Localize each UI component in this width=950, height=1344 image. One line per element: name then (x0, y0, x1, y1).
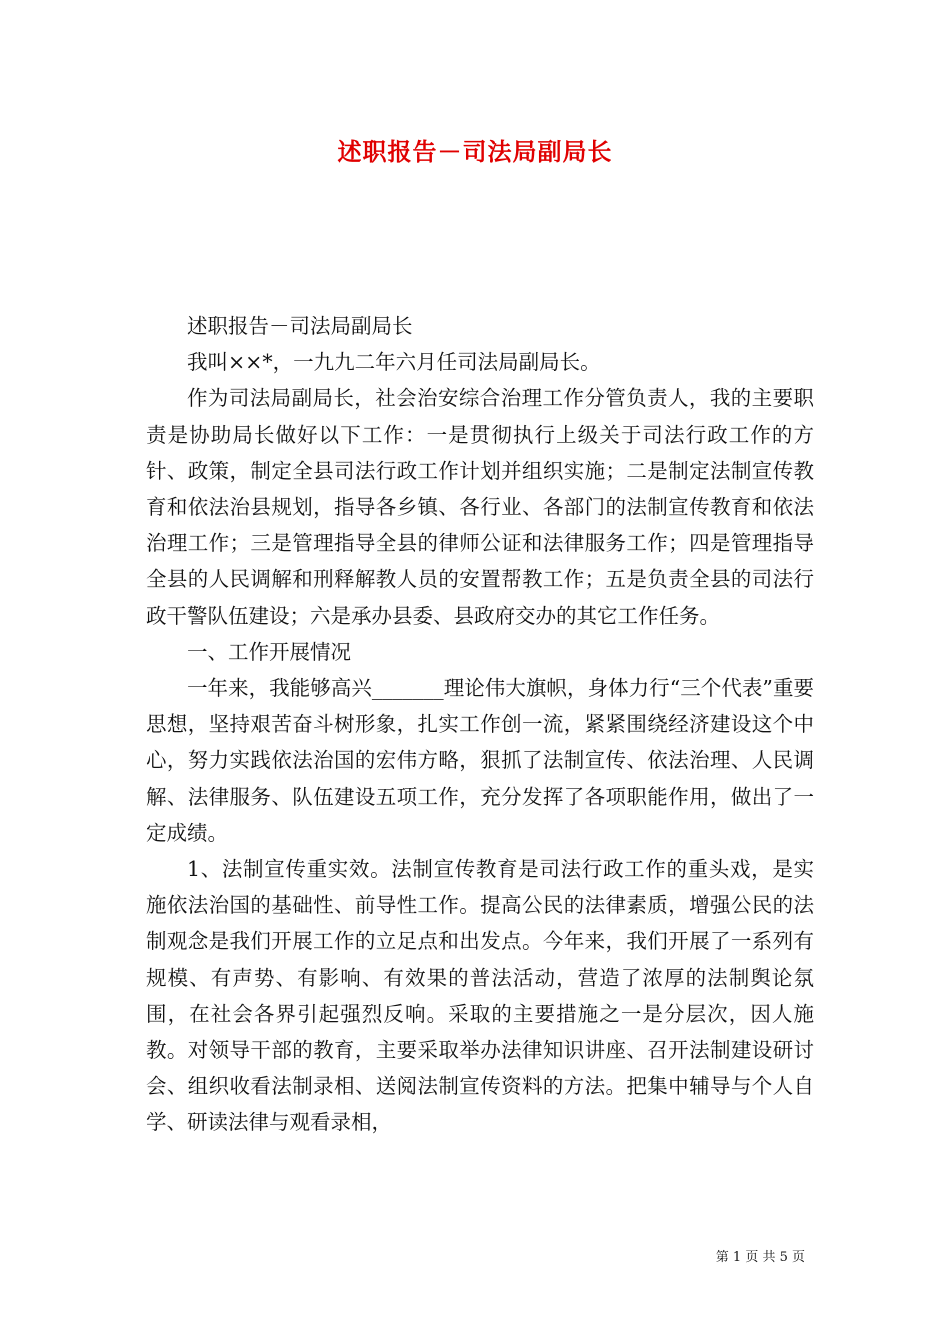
paragraph-summary: 一年来，我能够高兴_______理论伟大旗帜，身体力行“三个代表”重要思想，坚持艰苦奋斗树形象，扎实工作创一流，紧紧围绕经济建设这个中心，努力实践依法治国的宏伟方略，狠抓了法制宣传、依法治理、人民调解、法律服务、队伍建设五项工作，充分发挥了各项职能作用，做出了一定成绩。 (146, 676, 814, 845)
page-number: 第 1 页 共 5 页 (715, 1250, 805, 1265)
paragraph-intro: 我叫××*，一九九二年六月任司法局副局长。 (187, 350, 601, 375)
paragraph-duties: 作为司法局副局长，社会治安综合治理工作分管负责人，我的主要职责是协助局长做好以下工作：一是贯彻执行上级关于司法行政工作的方针、政策，制定全县司法行政工作计划并组织实施；二是制定法制宣传教育和依法治县规划，指导各乡镇、各行业、各部门的法制宣传教育和依法治理工作；三是管理指导全县的律师公证和法律服务工作；四是管理指导全县的人民调解和刑释解教人员的安置帮教工作；五是负责全县的司法行政干警队伍建设；六是承办县委、县政府交办的其它工作任务。 (146, 386, 814, 628)
paragraph-heading-repeat: 述职报告－司法局副局长 (187, 314, 413, 338)
page-title: 述职报告－司法局副局长 (337, 137, 613, 166)
document-body (146, 308, 814, 1141)
paragraph-legal-publicity: 1、法制宣传重实效。法制宣传教育是司法行政工作的重头戏，是实施依法治国的基础性、前导性工作。提高公民的法律素质，增强公民的法制观念是我们开展工作的立足点和出发点。今年来，我们开展了一系列有规模、有声势、有影响、有效果的普法活动，营造了浓厚的法制舆论氛围，在社会各界引起强烈反响。采取的主要措施之一是分层次，因人施教。对领导干部的教育，主要采取举办法律知识讲座、召开法制建设研讨会、组织收看法制录相、送阅法制宣传资料的方法。把集中辅导与个人自学、研读法律与观看录相， (146, 857, 814, 1135)
section-heading-work: 一、工作开展情况 (187, 639, 351, 664)
